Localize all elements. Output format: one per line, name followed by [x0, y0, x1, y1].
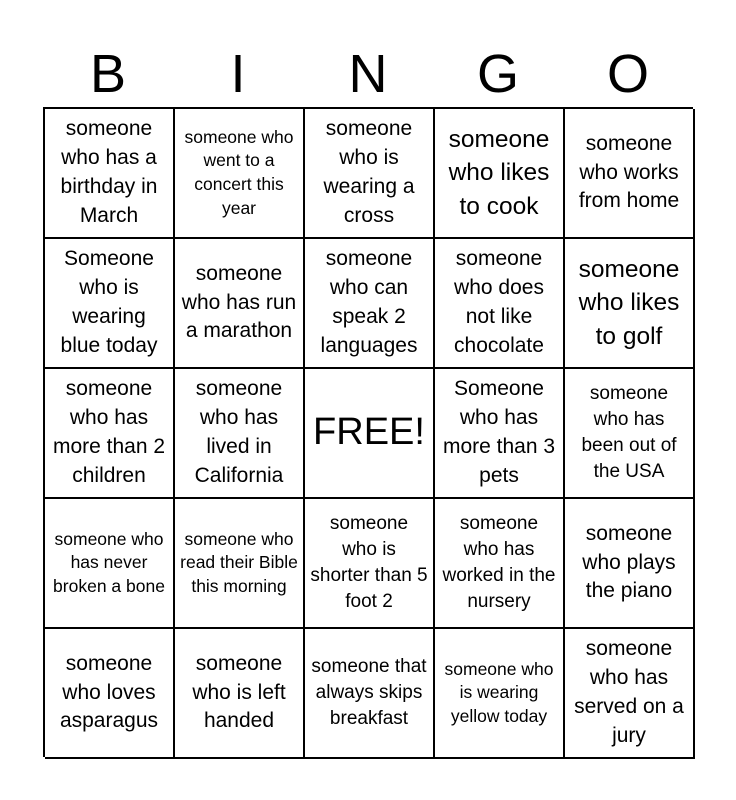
cell-text: someone who is wearing yellow today [444, 658, 554, 726]
cell-text: someone who loves asparagus [59, 651, 159, 733]
bingo-cell[interactable] [435, 239, 565, 369]
bingo-cell[interactable] [175, 369, 305, 499]
bingo-cell[interactable] [565, 499, 695, 629]
bingo-cell[interactable] [305, 109, 435, 239]
bingo-board [43, 107, 693, 757]
cell-text: someone who has never broken a bone [53, 528, 165, 596]
cell-text: someone who plays the piano [582, 521, 676, 603]
bingo-header [43, 40, 693, 108]
bingo-cell[interactable] [45, 369, 175, 499]
cell-text: Someone who has more than 3 pets [442, 377, 556, 487]
bingo-cell[interactable] [45, 629, 175, 759]
bingo-cell[interactable] [435, 499, 565, 629]
cell-text: someone who does not like chocolate [454, 247, 544, 357]
bingo-cell[interactable] [305, 239, 435, 369]
cell-text: someone who has lived in California [194, 377, 284, 487]
header-letter-o: O [606, 44, 649, 104]
cell-text: someone who is shorter than 5 foot 2 [310, 512, 428, 613]
free-space-cell[interactable] [305, 369, 435, 499]
bingo-cell[interactable] [305, 629, 435, 759]
cell-text: someone who works from home [578, 131, 680, 213]
cell-text: someone who likes to golf [578, 256, 680, 350]
cell-text: someone who likes to cook [448, 126, 550, 220]
free-space-label: FREE! [313, 411, 425, 454]
header-letter-n: N [348, 44, 388, 104]
bingo-cell[interactable] [45, 109, 175, 239]
bingo-cell[interactable] [565, 239, 695, 369]
cell-text: someone who went to a concert this year [184, 126, 294, 218]
bingo-cell[interactable] [565, 109, 695, 239]
cell-text: someone who has served on a jury [574, 637, 684, 747]
cell-text: someone who has been out of the USA [581, 382, 677, 483]
bingo-cell[interactable] [175, 109, 305, 239]
cell-text: someone that always skips breakfast [311, 655, 427, 730]
bingo-cell[interactable] [435, 109, 565, 239]
bingo-cell[interactable] [565, 629, 695, 759]
cell-text: someone who is wearing a cross [323, 117, 415, 227]
cell-text: Someone who is wearing blue today [60, 247, 158, 357]
bingo-cell[interactable] [435, 369, 565, 499]
cell-text: someone who read their Bible this morning [180, 528, 298, 596]
header-letter-i: I [230, 44, 246, 104]
bingo-cell[interactable] [175, 629, 305, 759]
header-letter-b: B [89, 44, 127, 104]
bingo-cell[interactable] [565, 369, 695, 499]
header-letter-g: G [476, 44, 519, 104]
cell-text: someone who can speak 2 languages [320, 247, 418, 357]
bingo-cell[interactable] [175, 239, 305, 369]
cell-text: someone who has more than 2 children [52, 377, 166, 487]
cell-text: someone who has run a marathon [181, 261, 297, 343]
cell-text: someone who is left handed [192, 651, 286, 733]
bingo-cell[interactable] [45, 499, 175, 629]
cell-text: someone who has worked in the nursery [442, 512, 556, 613]
bingo-cell[interactable] [175, 499, 305, 629]
bingo-cell[interactable] [45, 239, 175, 369]
bingo-cell[interactable] [305, 499, 435, 629]
cell-text: someone who has a birthday in March [60, 117, 158, 227]
bingo-cell[interactable] [435, 629, 565, 759]
